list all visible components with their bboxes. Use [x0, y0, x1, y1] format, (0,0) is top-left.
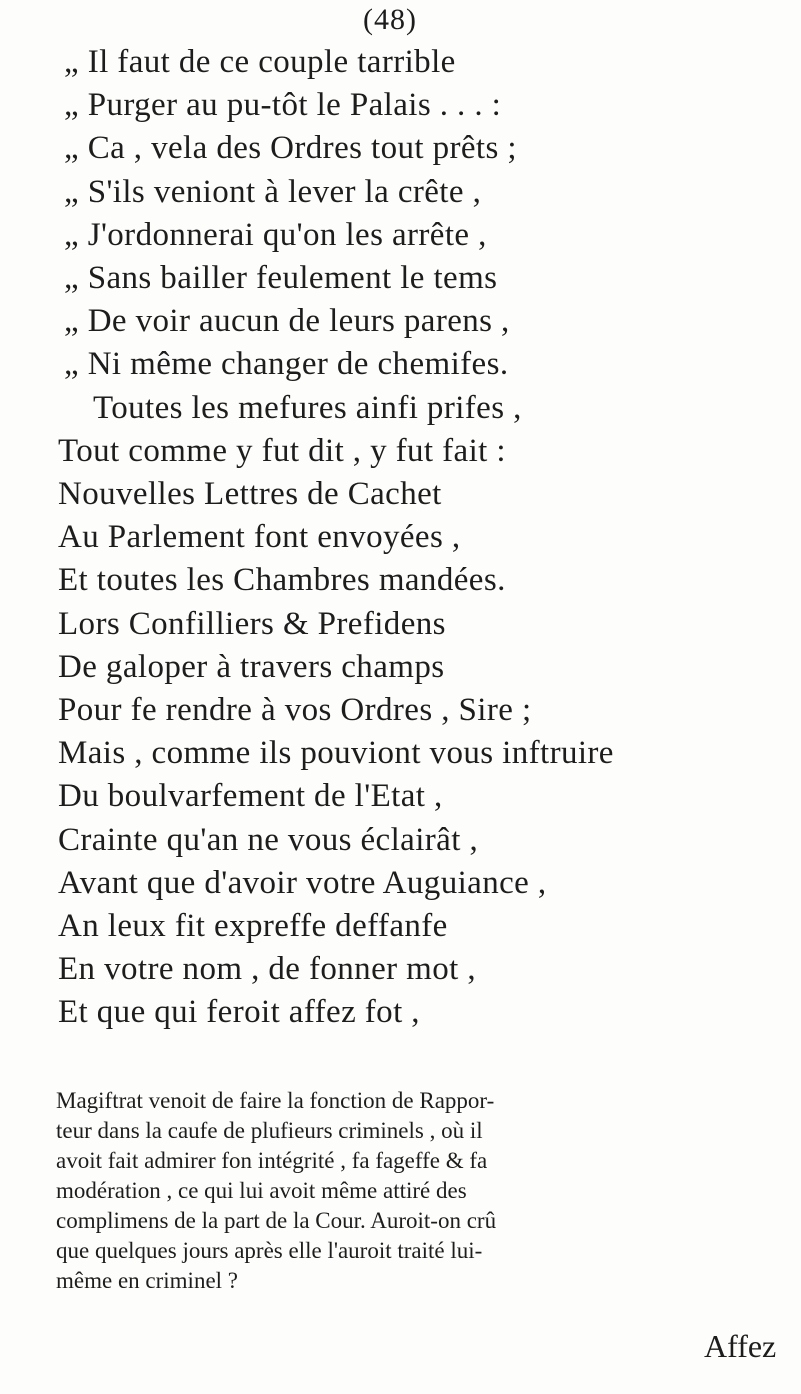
verse-line: „ J'ordonnerai qu'on les arrête ,	[64, 217, 487, 253]
verse-line: Crainte qu'an ne vous éclairât ,	[58, 822, 479, 858]
footnote-line: Magiftrat venoit de faire la fonction de Rappor-	[56, 1088, 495, 1113]
verse-line: „ Ni même changer de chemifes.	[64, 346, 509, 382]
verse-line: „ Purger au pu-tôt le Palais . . . :	[64, 87, 502, 123]
catchword: Affez	[704, 1328, 777, 1364]
footnote-line: teur dans la caufe de plufieurs criminels , où il	[56, 1118, 483, 1143]
footnote-line: même en criminel ?	[56, 1268, 239, 1293]
verse-line: Nouvelles Lettres de Cachet	[58, 476, 442, 512]
verse-line: Pour fe rendre à vos Ordres , Sire ;	[58, 692, 532, 728]
verse-line: Au Parlement font envoyées ,	[58, 519, 461, 555]
verse-line: Du boulvarfement de l'Etat ,	[58, 778, 443, 814]
footnote-line: que quelques jours après elle l'auroit traité lui-	[56, 1238, 483, 1263]
verse-line: Lors Confilliers & Prefidens	[58, 606, 446, 642]
verse-line: „ Il faut de ce couple tarrible	[64, 44, 456, 80]
verse-line: En votre nom , de fonner mot ,	[58, 951, 476, 987]
verse-line: „ S'ils veniont à lever la crête ,	[64, 174, 482, 210]
verse-line: „ Sans bailler feulement le tems	[64, 260, 498, 296]
verse-line: Et toutes les Chambres mandées.	[58, 562, 506, 598]
verse-line: Tout comme y fut dit , y fut fait :	[58, 433, 506, 469]
page-number: (48)	[363, 3, 417, 36]
verse-line: Et que qui feroit affez fot ,	[58, 994, 420, 1030]
footnote-line: avoit fait admirer fon intégrité , fa fageffe & fa	[56, 1148, 488, 1173]
verse-line: Toutes les mefures ainfi prifes ,	[93, 390, 522, 426]
footnote-line: complimens de la part de la Cour. Auroit-on crû	[56, 1208, 497, 1233]
footnote-line: modération , ce qui lui avoit même attiré des	[56, 1178, 467, 1203]
verse-line: „ Ca , vela des Ordres tout prêts ;	[64, 130, 517, 166]
verse-line: Mais , comme ils pouviont vous inftruire	[58, 735, 614, 771]
verse-line: An leux fit expreffe deffanfe	[58, 908, 448, 944]
verse-line: Avant que d'avoir votre Auguiance ,	[58, 865, 547, 901]
verse-line: „ De voir aucun de leurs parens ,	[64, 303, 510, 339]
verse-line: De galoper à travers champs	[58, 649, 445, 685]
